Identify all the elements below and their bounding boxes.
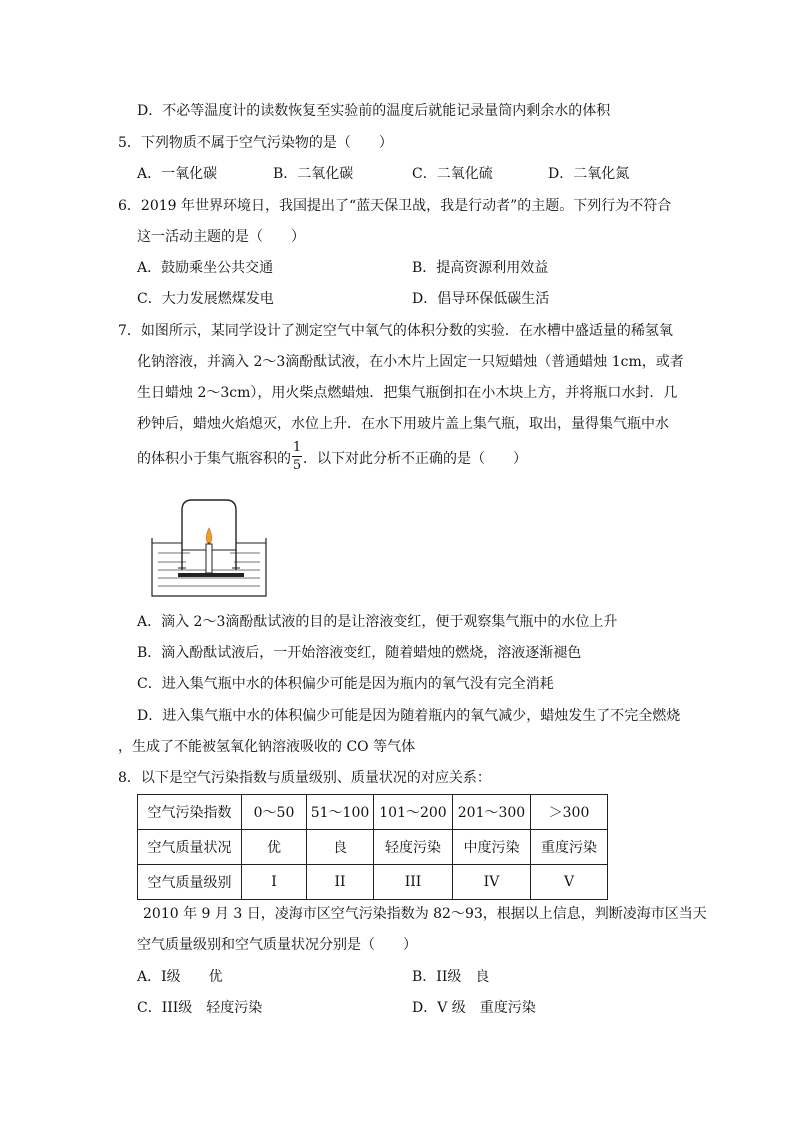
q8-option-a: A．I级 优: [137, 969, 223, 985]
table-cell: III: [374, 865, 453, 900]
table-cell: II: [307, 865, 374, 900]
table-cell: 良: [307, 830, 374, 865]
q7-stem-line3: 生日蜡烛 2～3cm），用火柴点燃蜡烛．把集气瓶倒扣在小木块上方，并将瓶口水封．几: [137, 385, 678, 401]
wooden-block: [178, 573, 244, 577]
q6-stem-line2: 这一活动主题的是（ ）: [137, 229, 305, 245]
fraction-denominator: 5: [292, 458, 302, 473]
q5-option-d: D．二氧化氮: [548, 166, 630, 182]
flame-icon: [206, 528, 211, 544]
table-cell: ＞300: [531, 795, 608, 830]
table-cell: 优: [242, 830, 307, 865]
q8-context-line2: 空气质量级别和空气质量状况分别是（ ）: [137, 937, 417, 953]
q7-option-a: A．滴入 2～3滴酚酞试液的目的是让溶液变红，便于观察集气瓶中的水位上升: [137, 614, 618, 630]
q7-stem-line1: 7．如图所示，某同学设计了测定空气中氧气的体积分数的实验．在水槽中盛适量的稀氢氧: [118, 323, 673, 339]
table-cell: 轻度污染: [374, 830, 453, 865]
fraction-numerator: 1: [292, 440, 302, 455]
table-cell: 101～200: [374, 795, 453, 830]
q7-option-d-line1: D．进入集气瓶中水的体积偏少可能是因为随着瓶内的氧气减少，蜡烛发生了不完全燃烧: [137, 708, 681, 724]
fraction-bar: [292, 456, 302, 457]
q7-stem-line4: 秒钟后，蜡烛火焰熄灭，水位上升．在水下用玻片盖上集气瓶，取出，量得集气瓶中水: [137, 416, 669, 432]
q5-option-b: B．二氧化碳: [273, 166, 354, 182]
q5-option-a: A．一氧化碳: [137, 166, 218, 182]
q6-option-a: A．鼓励乘坐公共交通: [137, 260, 274, 276]
table-cell: 201～300: [453, 795, 531, 830]
table-row: [138, 865, 608, 900]
q4-option-d: D．不必等温度计的读数恢复至实验前的温度后就能记录量筒内剩余水的体积: [137, 103, 611, 119]
q6-stem-line1: 6．2019 年世界环境日，我国提出了“蓝天保卫战，我是行动者”的主题。下列行为不符合: [118, 198, 672, 214]
q8-option-c: C．III级 轻度污染: [137, 1000, 263, 1016]
q7-option-b: B．滴入酚酞试液后，一开始溶液变红，随着蜡烛的燃烧，溶液逐渐褪色: [137, 645, 582, 661]
q6-option-c: C．大力发展燃煤发电: [137, 291, 274, 307]
q7-option-d-line2: ，生成了不能被氢氧化钠溶液吸收的 CO 等气体: [118, 739, 416, 755]
q8-option-b: B．II级 良: [412, 969, 490, 985]
table-cell: 重度污染: [531, 830, 608, 865]
q5-stem: 5．下列物质不属于空气污染物的是（ ）: [118, 135, 393, 151]
q6-option-d: D．倡导环保低碳生活: [412, 291, 550, 307]
q8-stem: 8．以下是空气污染指数与质量级别、质量状况的对应关系：: [118, 770, 491, 786]
table-cell: 中度污染: [453, 830, 531, 865]
q7-stem-line2: 化钠溶液，并滴入 2～3滴酚酞试液，在小木片上固定一只短蜡烛（普通蜡烛 1cm，或者: [137, 354, 684, 370]
q7-option-c: C．进入集气瓶中水的体积偏少可能是因为瓶内的氧气没有完全消耗: [137, 676, 554, 692]
aqi-table: [137, 794, 608, 900]
q8-option-d: D．V 级 重度污染: [412, 1000, 536, 1016]
table-cell: 空气污染指数: [138, 795, 242, 830]
table-cell: 51～100: [307, 795, 374, 830]
table-cell: IV: [453, 865, 531, 900]
table-cell: V: [531, 865, 608, 900]
q6-option-b: B．提高资源利用效益: [412, 260, 549, 276]
q8-context-line1: 2010 年 9 月 3 日，凌海市区空气污染指数为 82～93，根据以上信息，判断凌海市区当天: [143, 906, 707, 922]
table-row: [138, 830, 608, 865]
experiment-diagram: [150, 496, 270, 600]
q7-stem-line5a: 的体积小于集气瓶容积的: [137, 451, 291, 467]
q5-option-c: C．二氧化硫: [412, 166, 493, 182]
table-cell: 空气质量状况: [138, 830, 242, 865]
table-cell: 0～50: [242, 795, 307, 830]
table-cell: I: [242, 865, 307, 900]
q7-stem-line5b: ．以下对此分析不正确的是（ ）: [303, 451, 527, 467]
table-cell: 空气质量级别: [138, 865, 242, 900]
candle: [206, 544, 212, 573]
table-row: [138, 795, 608, 830]
